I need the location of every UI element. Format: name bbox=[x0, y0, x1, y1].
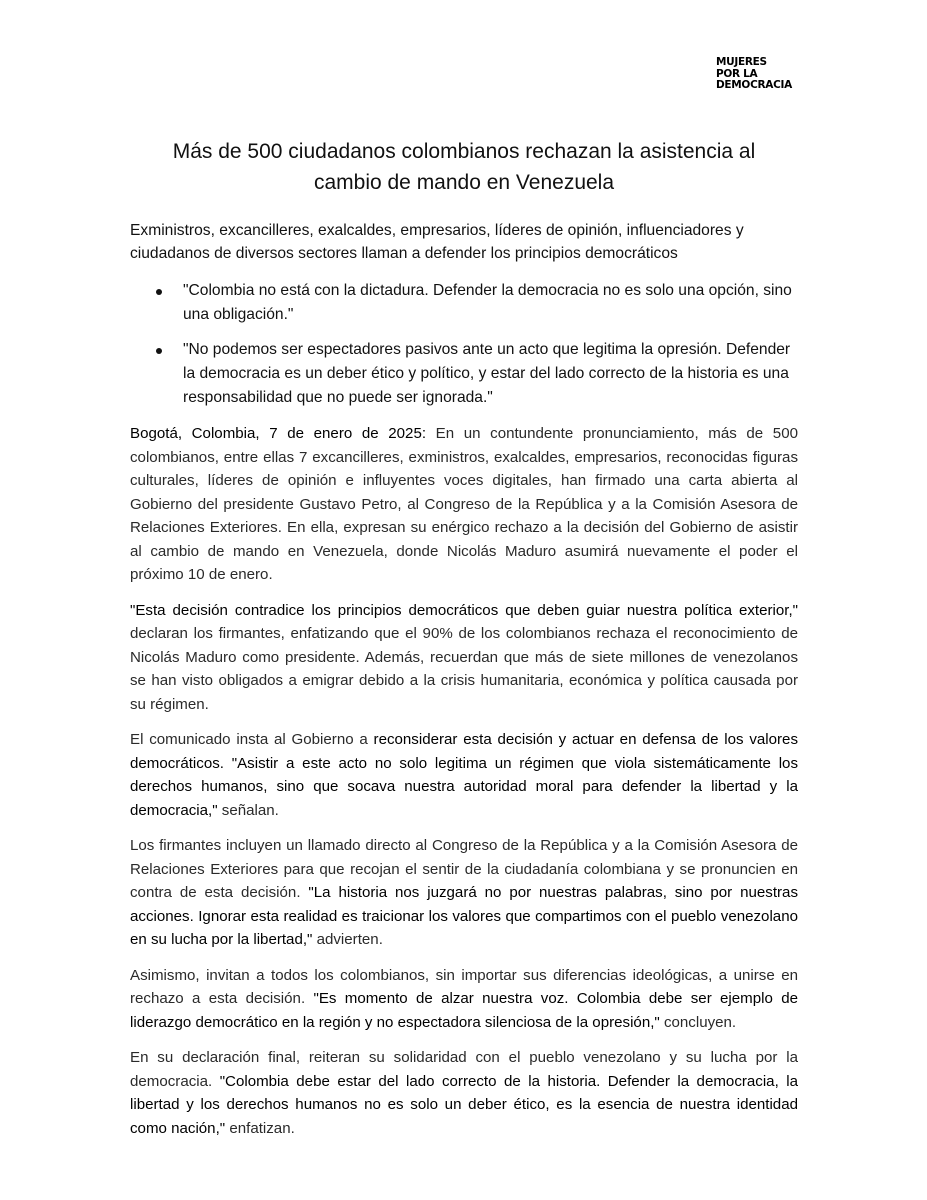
paragraph-communique bbox=[130, 728, 798, 822]
paragraph-text: En un contundente pronunciamiento, más de 500 colombianos, entre ellas 7 excancilleres, exministros, exalcaldes, empresarios, reconocidas figuras culturales, líderes de opinión e influyentes voces digitales, han firmado una carta abierta al Gobierno del presidente Gustavo Petro, al Congreso de la República y a la Comisión Asesora de Relaciones Exteriores. En ella, expresan su enérgico rechazo a la decisión del Gobierno de asistir al cambio de mando en Venezuela, donde Nicolás Maduro asumirá nuevamente el poder el próximo 10 de enero. bbox=[130, 425, 798, 583]
bullet-dot-icon bbox=[156, 348, 162, 354]
paragraph-text: En su declaración final, reiteran su solidaridad con el pueblo venezolano y su lucha por la democracia. bbox=[130, 1049, 798, 1090]
organization-logo bbox=[716, 57, 792, 92]
bullet-item bbox=[130, 338, 798, 410]
bullet-item bbox=[130, 279, 798, 327]
highlighted-quote: reconsiderar esta decisión y actuar en defensa de los valores democráticos. "Asistir a este acto no solo legitima un régimen que viola sistemáticamente los derechos humanos, sino que socava nuestra autoridad moral para defender la libertad y la democracia," bbox=[130, 731, 799, 819]
quote-bullet-list bbox=[130, 279, 798, 410]
press-release-body bbox=[130, 136, 798, 1152]
subtitle: Exministros, excancilleres, exalcaldes, empresarios, líderes de opinión, influenciadores y ciudadanos de diversos sectores llaman a defender los principios democráticos bbox=[130, 222, 744, 262]
paragraph-text: Los firmantes incluyen un llamado directo al Congreso de la República y a la Comisión Asesora de Relaciones Exteriores para que recojan el sentir de la ciudadanía colombiana y se pronuncien en contra de esta decisión. bbox=[130, 837, 798, 901]
highlighted-quote: "Esta decisión contradice los principios democráticos que deben guiar nuestra política exterior," bbox=[130, 601, 798, 619]
title-line-2: cambio de mando en Venezuela bbox=[313, 171, 615, 194]
page-title bbox=[130, 136, 798, 198]
logo-line-3: DEMOCRACIA bbox=[716, 79, 792, 91]
paragraph-text: Asimismo, invitan a todos los colombianos, sin importar sus diferencias ideológicas, a unirse en rechazo a esta decisión. bbox=[130, 966, 798, 1007]
paragraph-text: El comunicado insta al Gobierno a bbox=[130, 731, 374, 748]
paragraph-text: declaran los firmantes, enfatizando que el 90% de los colombianos rechaza el reconocimiento de Nicolás Maduro como presidente. Además, recuerdan que más de siete millones de venezolanos se han visto obligados a emigrar debido a la crisis humanitaria, económica y política causada por su régimen. bbox=[130, 625, 798, 713]
highlighted-quote: "Es momento de alzar nuestra voz. Colombia debe ser ejemplo de liderazgo democrático en la región y no espectadora silenciosa de la opresión," bbox=[130, 990, 799, 1031]
bullet-dot-icon bbox=[156, 289, 162, 295]
title-line-1: Más de 500 ciudadanos colombianos rechazan la asistencia al bbox=[172, 140, 756, 163]
paragraph-dateline bbox=[130, 422, 798, 587]
bullet-text: "No podemos ser espectadores pasivos ante un acto que legitima la opresión. Defender la democracia es un deber ético y político, y estar del lado correcto de la historia es una responsabilidad que no puede ser ignorada." bbox=[183, 341, 791, 406]
paragraph-text: señalan. bbox=[217, 801, 279, 819]
logo-line-1: MUJERES bbox=[716, 56, 767, 68]
bullet-text: "Colombia no está con la dictadura. Defender la democracia no es solo una opción, sino una obligación." bbox=[183, 282, 792, 323]
dateline: Bogotá, Colombia, 7 de enero de 2025: bbox=[130, 425, 427, 442]
paragraph-text: enfatizan. bbox=[225, 1119, 295, 1137]
paragraph-invitation bbox=[130, 964, 798, 1035]
highlighted-quote: "La historia nos juzgará no por nuestras palabras, sino por nuestras acciones. Ignorar esta realidad es traicionar los valores que compartimos con el pueblo venezolano en su lucha por la libertad," bbox=[130, 884, 798, 948]
paragraph-text: advierten. bbox=[312, 931, 383, 948]
highlighted-quote: "Colombia debe estar del lado correcto de la historia. Defender la democracia, la libertad y los derechos humanos no es solo un deber ético, es la esencia de nuestra identidad como nación," bbox=[130, 1072, 798, 1137]
paragraph-decision bbox=[130, 599, 798, 717]
paragraph-final-declaration bbox=[130, 1046, 798, 1140]
logo-line-2: POR LA bbox=[716, 67, 758, 80]
paragraph-signatories bbox=[130, 834, 798, 952]
paragraph-text: concluyen. bbox=[659, 1013, 737, 1031]
